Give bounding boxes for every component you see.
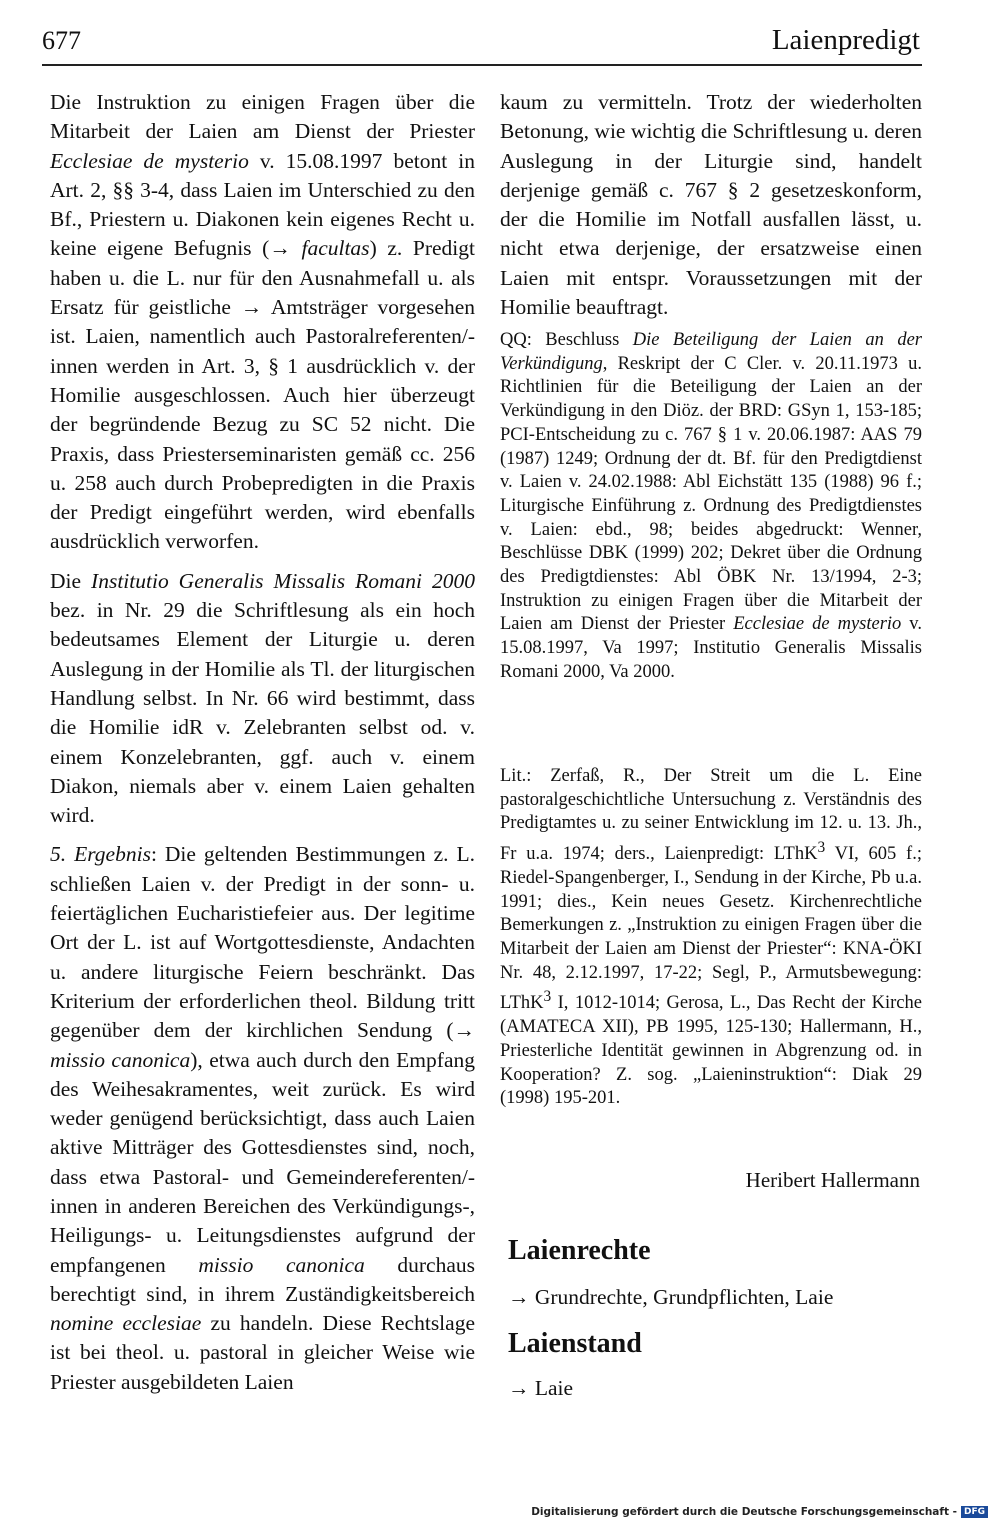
digitization-footer	[531, 1506, 988, 1518]
paragraph-institutio	[50, 567, 475, 831]
paragraph-ergebnis	[50, 840, 475, 1397]
sources-block	[500, 329, 922, 685]
entry-ref-laienrechte: → Grundrechte, Grundpflichten, Laie	[508, 1285, 834, 1309]
entry-term-laienrechte: Laienrechte	[508, 1235, 651, 1266]
italic-run: facultas	[301, 236, 370, 261]
text-run: v. 15.08.1997 betont in Art. 2, §§ 3-4, dass Laien im Unterschied zu den Bf., Priestern u. Diakonen kein eigenes Recht u. keine eigene Befugnis (→	[50, 148, 475, 261]
running-title: Laienpredigt	[771, 24, 920, 56]
superscript-run: 3	[543, 988, 552, 1006]
text-run: QQ: Beschluss	[500, 330, 633, 350]
text-run: , Reskript der C Cler. v. 20.11.1973 u. Richtlinien für die Beteiligung der Laien an der Verkündigung in den Diöz. der BRD: GSyn 1, 153-185; PCI-Entscheidung zu c. 767 § 1 v. 20.06.1987: AAS 79 (1987) 1249; Ordnung der dt. Bf. für den Predigtdienst v. Laien v. 24.02.1988: Abl Eichstätt 135 (1988) 96 f.; Liturgische Einführung z. Ordnung des Predigtdienstes v. Laien: ebd., 98; beides abgedruckt: Wenner, Beschlüsse DBK (1999) 202; Dekret über die Ordnung des Predigtdienstes: Abl ÖBK Nr. 13/1994, 2-3; Instruktion zu einigen Fragen über die Mitarbeit der Laien am Dienst der Priester	[500, 353, 922, 635]
entry-ref-laienstand: → Laie	[508, 1376, 574, 1400]
italic-run: 5. Ergebnis	[50, 842, 151, 867]
paragraph-continuation	[500, 88, 922, 322]
text-run: ) z. Predigt haben u. die L. nur für den Ausnahmefall u. als Ersatz für geistliche → Amtsträger vorgesehen ist. Laien, namentlich auch Pastoralreferenten/-innen werden in Art. 3, § 1 ausdrücklich v. der Homilie ausgeschlossen. Auch hier überzeugt der begründende Bezug zu SC 52 nicht. Die Praxis, dass Priesterseminaristen gemäß cc. 256 u. 258 auch durch Probepredigten in die Praxis der Predigt eingeführt werden, wird ebenfalls ausdrücklich verworfen.	[50, 236, 476, 554]
italic-run: Institutio Generalis Missalis Romani 2000	[91, 568, 476, 593]
text-run: VI, 605 f.; Riedel-Spangenberger, I., Sendung in der Kirche, Pb u.a. 1991; dies., Kein neues Gesetz. Kirchenrechtliche Bemerkungen z. „Instruktion zu einigen Fragen über die Mitarbeit der Laien am Dienst der Priester“: KNA-ÖKI Nr. 48, 2.12.1997, 17-22; Segl, P., Armutsbewegung: LThK	[500, 844, 922, 1014]
author-signature: Heribert Hallermann	[745, 1168, 920, 1192]
paragraph-instruktion	[50, 88, 475, 557]
italic-run: missio canonica	[198, 1252, 365, 1277]
text-run: Lit.: Zerfaß, R., Der Streit um die L. Eine pastoralgeschichtliche Untersuchung z. Verständnis des Predigtamtes u. zu seiner Entwicklung im 12. u. 13. Jh., Fr u.a. 1974; ders., Laienpredigt: LThK	[500, 766, 922, 865]
entry-term-laienstand: Laienstand	[508, 1328, 642, 1359]
text-run: bez. in Nr. 29 die Schriftlesung als ein hoch bedeutsames Element der Liturgie u. deren Auslegung in der Homilie als Tl. der liturgischen Handlung selbst. In Nr. 66 wird bestimmt, dass die Homilie idR v. Zelebranten selbst od. v. einem Konzelebranten, ggf. auch v. einem Diakon, niemals aber v. einem Laien gehalten wird.	[50, 598, 475, 828]
text-run: I, 1012-1014; Gerosa, L., Das Recht der Kirche (AMATECA XII), PB 1995, 125-130; Hallermann, H., Priesterliche Identität gewinnen in Abgrenzung od. in Kooperation? Z. sog. „Laieninstruktion“: Diak 29 (1998) 195-201.	[500, 993, 922, 1109]
italic-run: nomine ecclesiae	[50, 1311, 202, 1336]
footer-text: Digitalisierung gefördert durch die Deutsche Forschungsgemeinschaft -	[531, 1506, 957, 1518]
italic-run: missio canonica	[50, 1047, 191, 1072]
left-column	[50, 88, 475, 1407]
header-rule	[42, 64, 922, 66]
text-run: kaum zu vermitteln. Trotz der wiederholten Betonung, wie wichtig die Schriftlesung u. deren Auslegung in der Liturgie sind, handelt derjenige gemäß c. 767 § 2 gesetzeskonform, der die Homilie im Notfall ausfallen lässt, u. nicht etwa derjenige, der ersatzweise einen Laien mit entspr. Voraussetzungen mit der Homilie beauftragt.	[500, 90, 922, 320]
italic-run: Ecclesiae de mysterio	[50, 148, 249, 173]
literature-text	[500, 765, 922, 1111]
literature-block	[500, 765, 922, 1111]
page-number: 677	[42, 26, 81, 55]
text-run: : Die geltenden Bestimmungen z. L. schließen Laien v. der Predigt in der sonn- u. feiertäglichen Eucharistiefeier aus. Der legitime Ort der L. ist auf Wortgottesdienste, Andachten u. andere liturgische Feiern beschränkt. Das Kriterium der erforderlichen theol. Bildung tritt gegenüber dem der kirchlichen Sendung (→	[50, 842, 475, 1043]
text-run: Die Instruktion zu einigen Fragen über die Mitarbeit der Laien am Dienst der Priester	[50, 90, 475, 144]
text-run: Die	[50, 568, 92, 593]
superscript-run: 3	[817, 839, 826, 857]
dfg-logo: DFG	[961, 1506, 988, 1518]
text-run: zu handeln. Diese Rechtslage ist bei theol. u. pastoral in gleicher Weise wie Priester ausgebildeten Laien	[50, 1311, 475, 1394]
text-run: durchaus berechtigt sind, in ihrem Zuständigkeitsbereich	[50, 1252, 475, 1306]
sources-text	[500, 329, 922, 685]
italic-run: Ecclesiae de mysterio	[733, 614, 902, 635]
text-run: ), etwa auch durch den Empfang des Weihesakramentes, weit zurück. Es wird weder genügend berücksichtigt, dass auch Laien aktive Mitträger des Gottesdienstes sind, noch, dass etwa Pastoral- und Gemeindereferenten/-innen in anderen Bereichen des Verkündigungs-, Heiligungs- u. Leitungsdienstes aufgrund der empfangenen	[50, 1047, 475, 1277]
italic-run: Die Beteiligung der Laien an der Verkündigung	[500, 330, 922, 374]
right-column	[500, 88, 922, 322]
text-run: v. 15.08.1997, Va 1997; Institutio Generalis Missalis Romani 2000, Va 2000.	[500, 614, 922, 682]
